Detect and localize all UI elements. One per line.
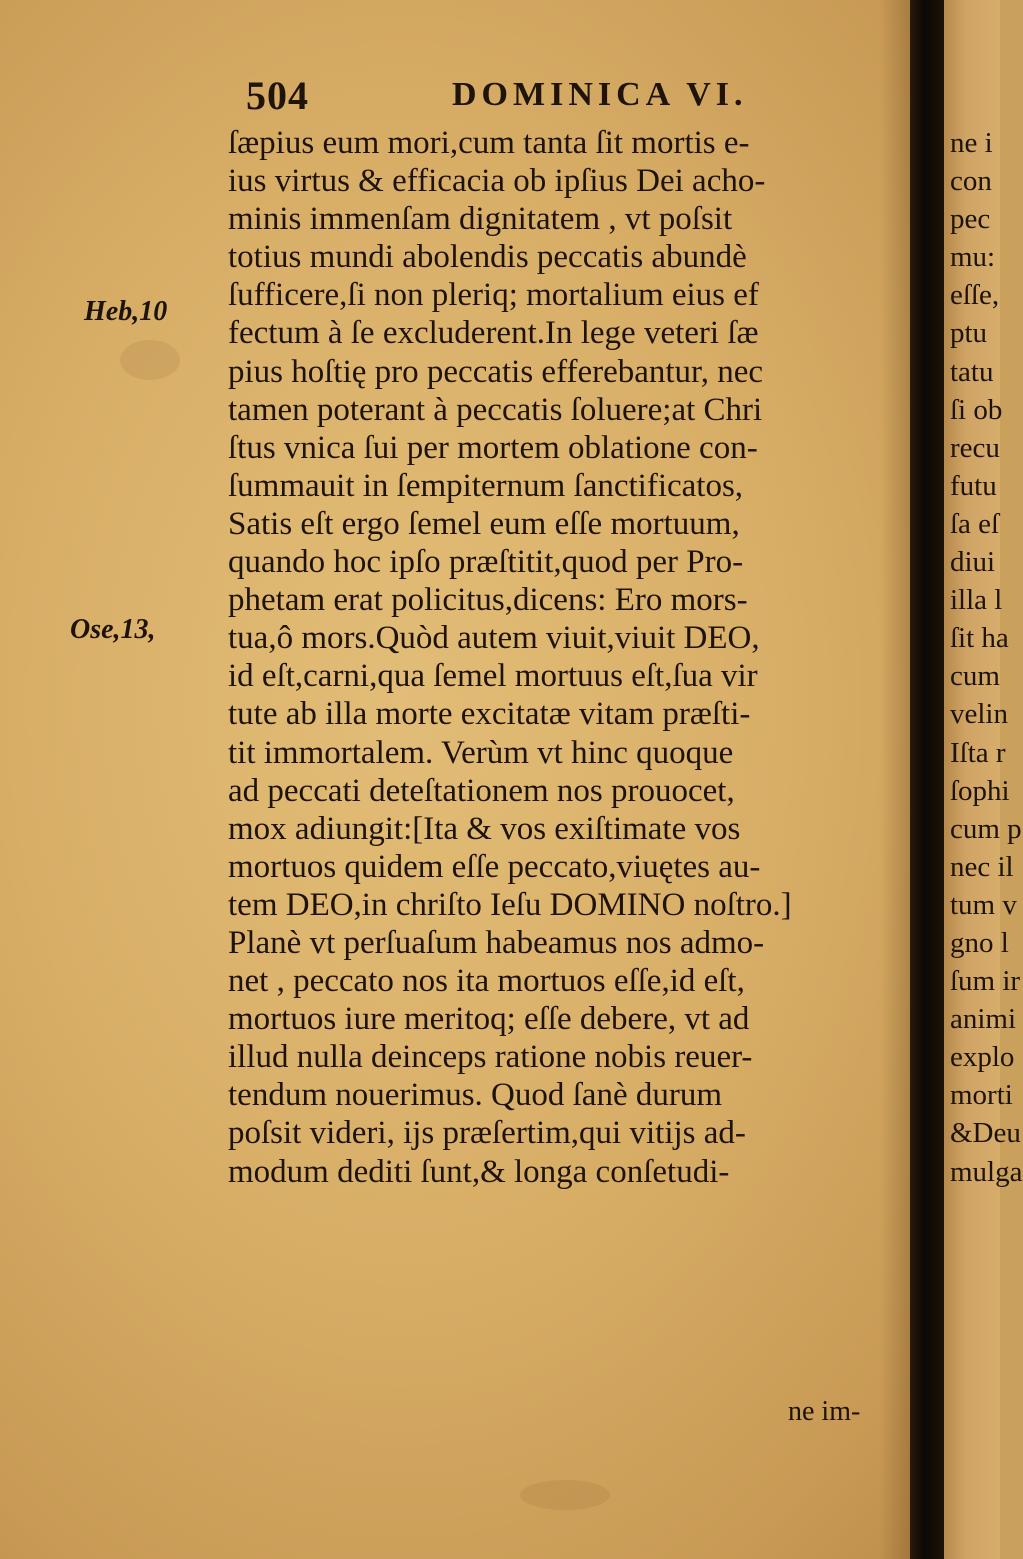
facing-text-line: Iſta r: [950, 736, 1006, 769]
running-title: DOMINICA VI.: [452, 76, 748, 113]
text-line: mortuos quidem eſſe peccato,viuętes au-: [228, 848, 761, 885]
facing-text-line: recu: [950, 431, 1000, 464]
paper-stain: [520, 1480, 610, 1510]
text-line: ſummauit in ſempiternum ſanctificatos,: [228, 467, 744, 504]
facing-text-line: illa l: [950, 584, 1003, 617]
facing-text-line: eſſe,: [950, 279, 1000, 312]
page-header: [246, 72, 886, 122]
page-number: 504: [246, 73, 309, 118]
catchword: ne im-: [788, 1396, 861, 1427]
text-line: id eſt,carni,qua ſemel mortuus eſt,ſua vir: [228, 658, 758, 695]
text-line: tamen poterant à peccatis ſoluere;at Chri: [228, 391, 763, 428]
facing-text-line: velin: [950, 698, 1008, 731]
facing-text-line: cum: [950, 660, 1000, 693]
facing-text-line: con: [950, 165, 992, 198]
book-spine: [910, 0, 944, 1559]
facing-page-text: [950, 124, 1023, 1191]
body-text: [228, 124, 908, 1191]
margin-note-reference: Heb,10: [84, 296, 168, 327]
facing-text-line: &Deu: [950, 1117, 1021, 1150]
text-line: modum dediti ſunt,& longa conſetudi-: [228, 1153, 730, 1190]
facing-text-line: diui: [950, 546, 996, 579]
facing-text-line: futu: [950, 469, 997, 502]
text-line: tute ab illa morte excitatæ vitam præſti-: [228, 696, 751, 733]
text-line: tem DEO,in chriſto Ieſu DOMINO noſtro.]: [228, 886, 792, 923]
facing-text-line: pec: [950, 203, 991, 236]
text-line: ſufficere,ſi non pleriq; mortalium eius ef: [228, 277, 759, 314]
text-line: phetam erat policitus,dicens: Ero mors-: [228, 582, 748, 619]
facing-text-line: morti: [950, 1079, 1013, 1112]
facing-text-line: ſophi: [950, 774, 1010, 807]
text-line: Satis eſt ergo ſemel eum eſſe mortuum,: [228, 505, 740, 542]
text-line: tendum nouerimus. Quod ſanè durum: [228, 1077, 723, 1114]
text-line: minis immenſam dignitatem , vt poſsit: [228, 201, 733, 238]
text-line: ius virtus & efficacia ob ipſius Dei acho-: [228, 163, 766, 200]
text-line: poſsit videri, ijs præſertim,qui vitijs ad-: [228, 1115, 746, 1152]
text-line: mox adiungit:[Ita & vos exiſtimate vos: [228, 810, 741, 847]
text-line: tit immortalem. Verùm vt hinc quoque: [228, 734, 734, 771]
text-line: illud nulla deinceps ratione nobis reuer-: [228, 1039, 753, 1076]
text-line: pius hoſtię pro peccatis efferebantur, nec: [228, 353, 764, 390]
text-line: mortuos iure meritoq; eſſe debere, vt ad: [228, 1001, 750, 1038]
facing-text-line: ſit ha: [950, 622, 1009, 655]
facing-text-line: animi: [950, 1003, 1017, 1036]
facing-text-line: ptu: [950, 317, 988, 350]
facing-text-line: tatu: [950, 355, 994, 388]
text-line: tua,ô mors.Quòd autem viuit,viuit DEO,: [228, 620, 760, 657]
facing-text-line: tum v: [950, 888, 1017, 921]
facing-text-line: ſi ob: [950, 393, 1003, 426]
text-line: quando hoc ipſo præſtitit,quod per Pro-: [228, 544, 744, 581]
facing-text-line: ſa eſ: [950, 507, 1000, 540]
facing-text-line: mu:: [950, 241, 996, 274]
text-line: totius mundi abolendis peccatis abundè: [228, 239, 747, 276]
text-line: net , peccato nos ita mortuos eſſe,id eſt,: [228, 963, 745, 1000]
text-line: ſtus vnica ſui per mortem oblatione con-: [228, 429, 758, 466]
facing-page-edge: [944, 0, 1023, 1559]
facing-text-line: nec il: [950, 850, 1014, 883]
facing-text-line: explo: [950, 1041, 1015, 1074]
text-line: Planè vt perſuaſum habeamus nos admo-: [228, 924, 765, 961]
paper-stain: [120, 340, 180, 380]
facing-text-line: ſum ir: [950, 965, 1021, 998]
text-line: fectum à ſe excluderent.In lege veteri ſæ: [228, 315, 759, 352]
margin-note-reference: Ose,13,: [70, 614, 156, 645]
facing-text-line: gno l: [950, 926, 1009, 959]
text-line: ad peccati deteſtationem nos prouocet,: [228, 772, 735, 809]
facing-text-line: ne i: [950, 127, 993, 159]
facing-text-line: cum p: [950, 812, 1022, 845]
text-line: ſæpius eum mori,cum tanta ſit mortis e-: [228, 125, 750, 161]
facing-text-line: mulga: [950, 1155, 1023, 1188]
